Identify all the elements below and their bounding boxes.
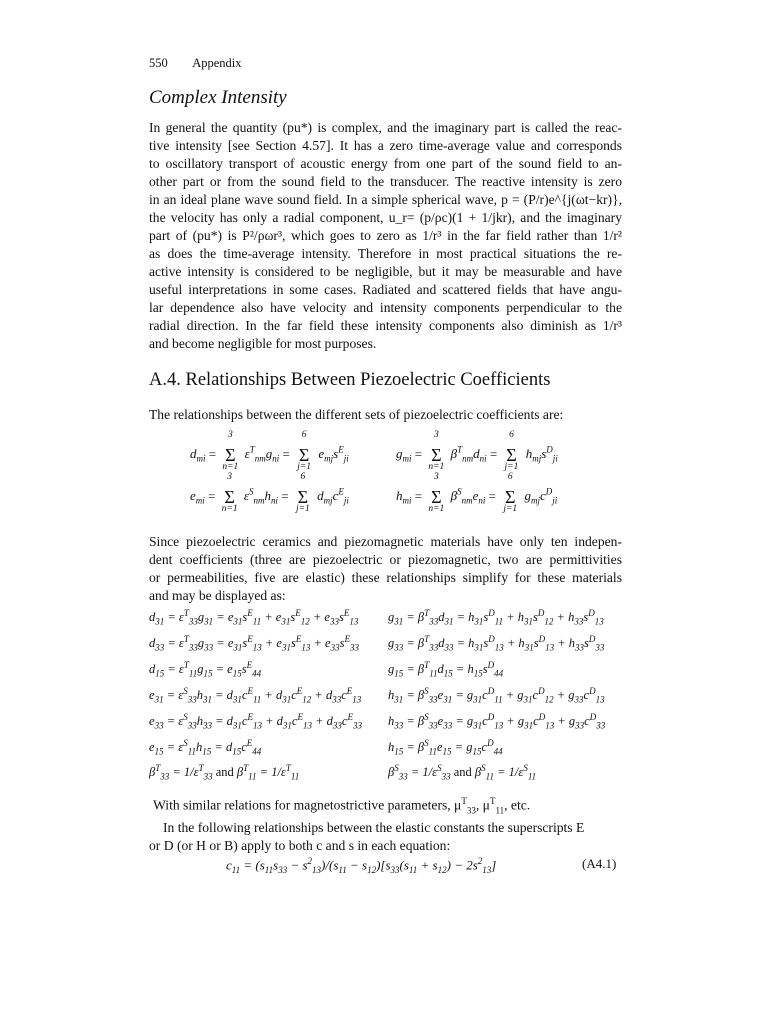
text: , etc.: [504, 797, 531, 813]
sum-upper: 6: [300, 472, 306, 482]
intro-sentence: The relationships between the different sets of piezoelectric coefficients are:: [149, 407, 564, 422]
sum-operator: 3 Σ n=1: [219, 445, 241, 466]
paragraph-line: the velocity has only a radial component, u_r= (p/ρc)(1 + 1/jkr), and the imaginary: [149, 210, 622, 225]
sum-operator: 6 Σ j=1: [292, 487, 314, 508]
paragraph-line: In general the quantity (pu*) is complex, and the imaginary part is called the reac-: [149, 120, 622, 135]
relation-h33: $h_{33} = \beta^S_{33}e_{33} = g_{31}c^D_{13} + g_{31}c^D_{13} + g_{33}c^D_{33}$: [388, 712, 606, 731]
sum-upper: 6: [507, 472, 513, 482]
symbol: g: [396, 446, 403, 462]
paragraph-line: and may be displayed as:: [149, 588, 286, 603]
section-title-complex-intensity: Complex Intensity: [149, 87, 287, 108]
sum-lower: j=1: [504, 462, 519, 472]
section-heading-a4: A.4. Relationships Between Piezoelectric Coefficients: [149, 370, 551, 390]
sum-upper: 3: [433, 430, 439, 440]
paragraph-line: In the following relationships between the elastic constants the superscripts E: [163, 820, 585, 836]
sum-operator: 6 Σ j=1: [293, 445, 315, 466]
symbol-sub: mi: [402, 454, 412, 465]
sum-operator: 3 Σ n=1: [425, 445, 447, 466]
equation-number: (A4.1): [582, 856, 617, 871]
equation-gmi: $g_{mi}$ = 3 Σ n=1 $\beta^T_{nm}d_{ni}$ = 6 Σ j=1 $h_{mj}s^D_{ji}$: [396, 430, 558, 472]
symbol: h: [396, 488, 403, 504]
closing-paragraph: [149, 792, 629, 855]
sum-lower: j=1: [503, 504, 518, 514]
equation-dmi: $d_{mi}$ = 3 Σ n=1 $\varepsilon^T_{nm}g_{ni}$ = 6 Σ j=1 $e_{mj}s^E_{ji}$: [190, 430, 349, 472]
paragraph-line: dent coefficients (three are piezoelectric or piezomagnetic, two are permittivities: [149, 552, 622, 567]
paragraph-line: tive intensity [see Section 4.57]. It has a zero time-average value and corresponds: [149, 138, 622, 153]
sum-upper: 3: [433, 472, 439, 482]
relation-e33: $e_{33} = \varepsilon^S_{33}h_{33} = d_{31}c^E_{13} + d_{31}c^E_{13} + d_{33}c^E_{33}$: [149, 712, 362, 731]
relation-d31: $d_{31} = \varepsilon^T_{33}g_{31} = e_{31}s^E_{11} + e_{31}s^E_{12} + e_{33}s^E_{13}$: [149, 608, 359, 627]
equation-c11: $c_{11} = (s_{11}s_{33} - s^2_{13})/(s_{11} - s_{12})[s_{33}(s_{11} + s_{12}) - 2s^2_{13}]$: [226, 856, 497, 875]
relation-beta-t: $\beta^T_{33} = 1/\varepsilon^T_{33}$ and $\beta^T_{11} = 1/\varepsilon^T_{11}$: [149, 763, 300, 782]
paragraph-line: or permeabilities, five are elastic) these relationships simplify for these materials: [149, 570, 622, 585]
sum-lower: n=1: [428, 462, 445, 472]
running-head: [149, 56, 242, 71]
relation-d15: $d_{15} = \varepsilon^T_{11}g_{15} = e_{15}s^E_{44}$: [149, 660, 262, 679]
sum-lower: j=1: [295, 504, 310, 514]
relation-e15: $e_{15} = \varepsilon^S_{11}h_{15} = d_{15}c^E_{44}$: [149, 738, 262, 757]
and-word: and: [215, 765, 234, 780]
equation-hmi: $h_{mi}$ = 3 Σ n=1 $\beta^S_{nm}e_{ni}$ = 6 Σ j=1 $g_{mj}c^D_{ji}$: [396, 472, 558, 514]
paragraph-line: With similar relations for magnetostrictive parameters, $\mu^T_{33}$, $\mu^T_{11}$, etc.: [153, 796, 531, 816]
paragraph-line: and become negligible for most purposes.: [149, 336, 377, 351]
paragraph-line: to oscillatory transport of acoustic energy from one part of the sound field to an-: [149, 156, 622, 171]
sum-operator: 3 Σ n=1: [425, 487, 447, 508]
sum-operator: 6 Σ j=1: [500, 445, 522, 466]
relation-e31: $e_{31} = \varepsilon^S_{33}h_{31} = d_{31}c^E_{11} + d_{31}c^E_{12} + d_{33}c^E_{13}$: [149, 686, 362, 705]
paragraph-line: Since piezoelectric ceramics and piezomagnetic materials have only ten indepen-: [149, 534, 622, 549]
paragraph-line: radial direction. In the far field these intensity components also diminish as 1/r³: [149, 318, 622, 333]
sum-upper: 6: [301, 430, 307, 440]
paragraph-line: in an ideal plane wave sound field. In a simple spherical wave, p = (P/r)e^{j(ωt−kr)},: [149, 192, 622, 207]
page-number: 550: [149, 56, 168, 70]
symbol: d: [190, 446, 197, 462]
relation-g33: $g_{33} = \beta^T_{33}d_{33} = h_{31}s^D_{13} + h_{31}s^D_{13} + h_{33}s^D_{33}$: [388, 634, 605, 653]
symbol-sub: mi: [196, 454, 206, 465]
paragraph-line: useful interpretations in some cases. Radiated and scattered fields that have angu-: [149, 282, 622, 297]
relation-beta-s: $\beta^S_{33} = 1/\varepsilon^S_{33}$ and $\beta^S_{11} = 1/\varepsilon^S_{11}$: [388, 763, 537, 782]
sum-upper: 3: [227, 430, 233, 440]
paragraph-line: other part or from the sound field to the transducer. The reactive intensity is zero: [149, 174, 622, 189]
symbol-sub: mi: [402, 496, 412, 507]
sum-operator: 3 Σ n=1: [219, 487, 241, 508]
relation-h15: $h_{15} = \beta^S_{11}e_{15} = g_{15}c^D_{44}$: [388, 738, 503, 757]
paragraph-line: active intensity is considered to be negligible, but it may be measurable and have: [149, 264, 622, 279]
sum-upper: 6: [509, 430, 514, 440]
sum-upper: 3: [227, 472, 232, 482]
sum-lower: j=1: [297, 462, 311, 472]
equation-emi: $e_{mi}$ = 3 Σ n=1 $\varepsilon^S_{nm}h_{ni}$ = 6 Σ j=1 $d_{mj}c^E_{ji}$: [190, 472, 349, 514]
symbol-sub: mi: [195, 496, 205, 507]
relation-g15: $g_{15} = \beta^T_{11}d_{15} = h_{15}s^D_{44}$: [388, 660, 504, 679]
running-title: Appendix: [192, 56, 242, 70]
relation-h31: $h_{31} = \beta^S_{33}e_{31} = g_{31}c^D_{11} + g_{31}c^D_{12} + g_{33}c^D_{13}$: [388, 686, 605, 705]
sum-lower: n=1: [428, 504, 445, 514]
simplification-paragraph: [149, 533, 622, 605]
paragraph-line: as does the time-average intensity. Therefore in most practical situations the re-: [149, 246, 622, 261]
text: With similar relations for magnetostrictive parameters, μ: [153, 797, 462, 813]
paragraph-line: lar dependence also have velocity and intensity components perpendicular to the: [149, 300, 622, 315]
sum-operator: 6 Σ j=1: [499, 487, 521, 508]
complex-intensity-paragraph: [149, 119, 622, 353]
paragraph-line: part of (pu*) is P²/ρωr³, which goes to zero as 1/r³ in the far field rather than 1/r²: [149, 228, 622, 243]
relation-d33: $d_{33} = \varepsilon^T_{33}g_{33} = e_{31}s^E_{13} + e_{31}s^E_{13} + e_{33}s^E_{33}$: [149, 634, 359, 653]
relation-g31: $g_{31} = \beta^T_{33}d_{31} = h_{31}s^D_{11} + h_{31}s^D_{12} + h_{33}s^D_{13}$: [388, 608, 604, 627]
and-word: and: [453, 765, 472, 780]
sum-lower: n=1: [221, 504, 238, 514]
paragraph-line: or D (or H or B) apply to both c and s in each equation:: [149, 838, 451, 854]
sum-lower: n=1: [222, 462, 239, 472]
symbol: e: [190, 488, 196, 504]
